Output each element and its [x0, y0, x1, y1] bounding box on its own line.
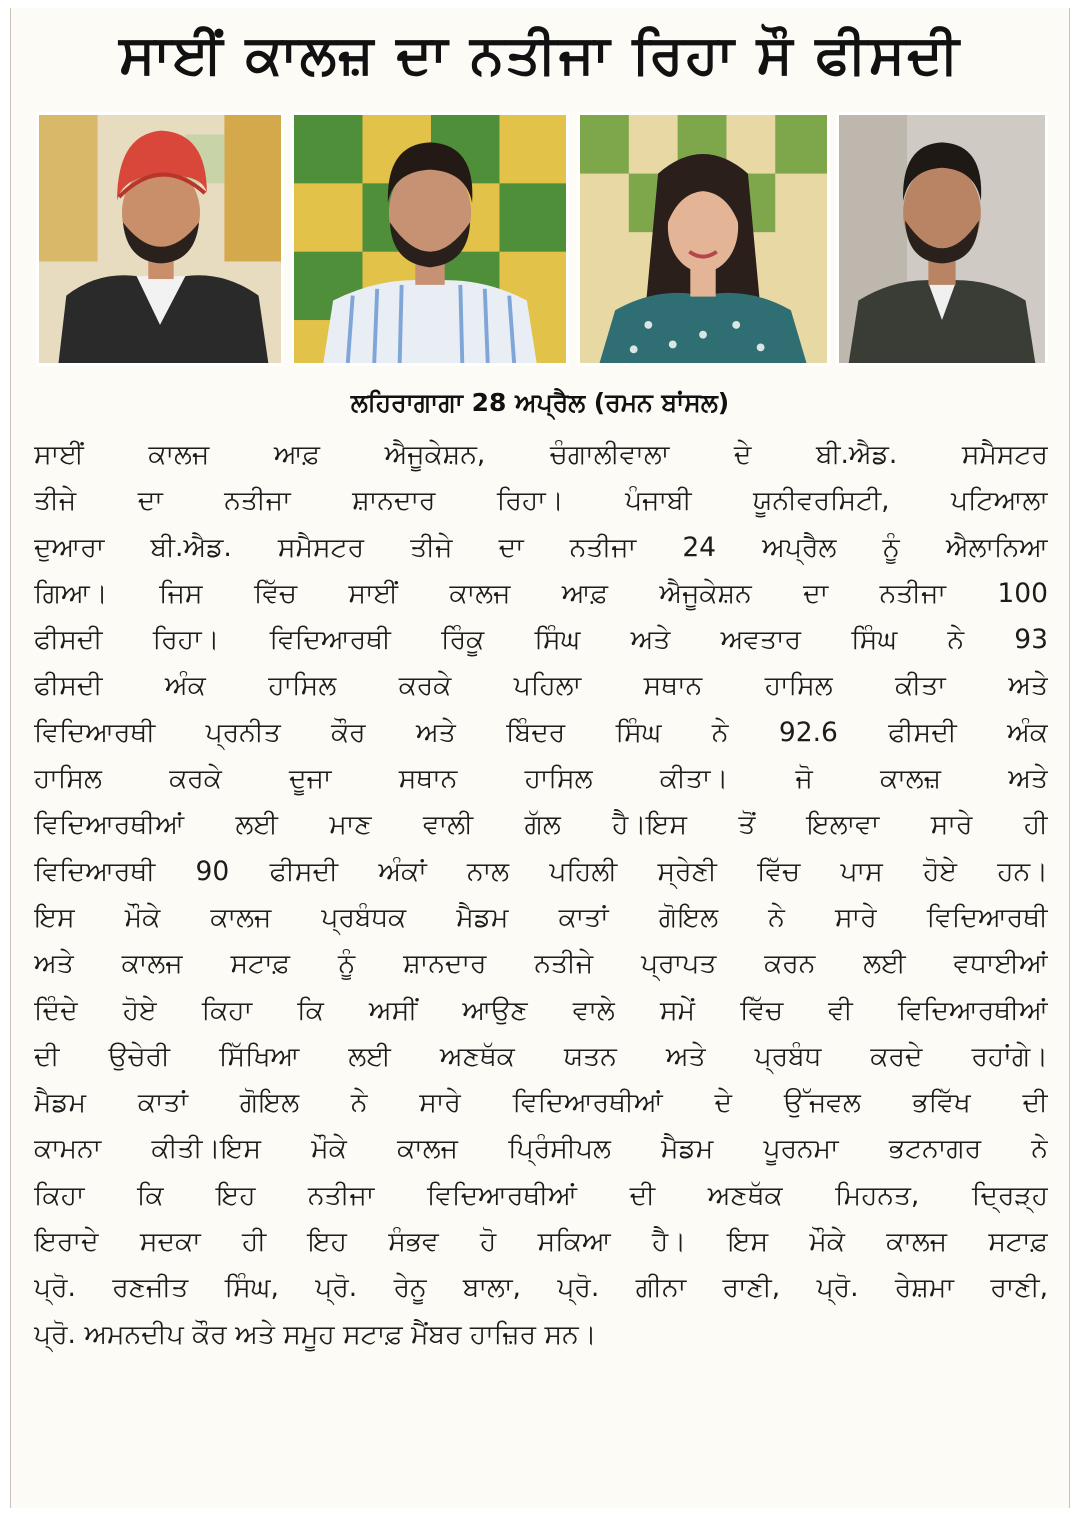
article-line: ਅਤੇ ਕਾਲਜ ਸਟਾਫ਼ ਨੂੰ ਸ਼ਾਨਦਾਰ ਨਤੀਜੇ ਪ੍ਰਾਪਤ ਕਰਨ ਲਈ ਵਧਾਈਆਂ [34, 948, 1048, 980]
article-line: ਵਿਦਿਆਰਥੀ ਪ੍ਰਨੀਤ ਕੌਰ ਅਤੇ ਬਿੰਦਰ ਸਿੰਘ ਨੇ 92.6 ਫੀਸਦੀ ਅੰਕ [34, 716, 1048, 748]
article-line: ਫੀਸਦੀ ਅੰਕ ਹਾਸਿਲ ਕਰਕੇ ਪਹਿਲਾ ਸਥਾਨ ਹਾਸਿਲ ਕੀਤਾ ਅਤੇ [34, 670, 1048, 702]
article-body [34, 432, 1048, 1492]
article-line: ਫੀਸਦੀ ਰਿਹਾ। ਵਿਦਿਆਰਥੀ ਰਿੰਕੂ ਸਿੰਘ ਅਤੇ ਅਵਤਾਰ ਸਿੰਘ ਨੇ 93 [34, 624, 1048, 656]
article-line: ਹਾਸਿਲ ਕਰਕੇ ਦੂਜਾ ਸਥਾਨ ਹਾਸਿਲ ਕੀਤਾ। ਜੋ ਕਾਲਜ਼ ਅਤੇ [34, 763, 1048, 795]
photo-student-dark-shirt [836, 112, 1048, 366]
article-line: ਪ੍ਰੋ. ਰਣਜੀਤ ਸਿੰਘ, ਪ੍ਰੋ. ਰੇਨੂ ਬਾਲਾ, ਪ੍ਰੋ. ਗੀਨਾ ਰਾਣੀ, ਪ੍ਰੋ. ਰੇਸ਼ਮਾ ਰਾਣੀ, [34, 1272, 1048, 1304]
dateline: ਲਹਿਰਾਗਾਗਾ 28 ਅਪ੍ਰੈਲ (ਰਮਨ ਬਾਂਸਲ) [350, 388, 730, 417]
article-line: ਦੀ ਉਚੇਰੀ ਸਿੱਖਿਆ ਲਈ ਅਣਥੱਕ ਯਤਨ ਅਤੇ ਪ੍ਰਬੰਧ ਕਰਦੇ ਰਹਾਂਗੇ। [34, 1040, 1048, 1072]
article-line: ਤੀਜੇ ਦਾ ਨਤੀਜਾ ਸ਼ਾਨਦਾਰ ਰਿਹਾ। ਪੰਜਾਬੀ ਯੂਨੀਵਰਸਿਟੀ, ਪਟਿਆਲਾ [34, 485, 1048, 517]
article-line: ਮੈਡਮ ਕਾਤਾਂ ਗੋਇਲ ਨੇ ਸਾਰੇ ਵਿਦਿਆਰਥੀਆਂ ਦੇ ਉੱਜਵਲ ਭਵਿੱਖ ਦੀ [34, 1087, 1048, 1119]
article-line: ਇਰਾਦੇ ਸਦਕਾ ਹੀ ਇਹ ਸੰਭਵ ਹੋ ਸਕਿਆ ਹੈ। ਇਸ ਮੌਕੇ ਕਾਲਜ ਸਟਾਫ਼ [34, 1226, 1048, 1258]
article-line: ਪ੍ਰੋ. ਅਮਨਦੀਪ ਕੌਰ ਅਤੇ ਸਮੂਹ ਸਟਾਫ਼ ਮੈਂਬਰ ਹਾਜ਼ਿਰ ਸਨ। [34, 1318, 597, 1350]
article-line: ਸਾਈਂ ਕਾਲਜ ਆਫ਼ ਐਜੂਕੇਸ਼ਨ, ਚੰਗਾਲੀਵਾਲਾ ਦੇ ਬੀ.ਐਡ. ਸਮੈਸਟਰ [34, 439, 1048, 470]
article-line: ਗਿਆ। ਜਿਸ ਵਿੱਚ ਸਾਈਂ ਕਾਲਜ ਆਫ਼ ਐਜੂਕੇਸ਼ਨ ਦਾ ਨਤੀਜਾ 100 [34, 577, 1048, 609]
photo-student-teal-dress [577, 112, 830, 366]
article-line: ਦਿੰਦੇ ਹੋਏ ਕਿਹਾ ਕਿ ਅਸੀਂ ਆਉਣ ਵਾਲੇ ਸਮੇਂ ਵਿੱਚ ਵੀ ਵਿਦਿਆਰਥੀਆਂ [34, 994, 1048, 1026]
article-line: ਵਿਦਿਆਰਥੀਆਂ ਲਈ ਮਾਣ ਵਾਲੀ ਗੱਲ ਹੈ।ਇਸ ਤੋਂ ਇਲਾਵਾ ਸਾਰੇ ਹੀ [34, 809, 1048, 841]
article-line: ਵਿਦਿਆਰਥੀ 90 ਫੀਸਦੀ ਅੰਕਾਂ ਨਾਲ ਪਹਿਲੀ ਸ੍ਰੇਣੀ ਵਿੱਚ ਪਾਸ ਹੋਏ ਹਨ। [34, 855, 1048, 887]
headline: ਸਾਈਂ ਕਾਲਜ਼ ਦਾ ਨਤੀਜਾ ਰਿਹਾ ਸੌ ਫੀਸਦੀ [119, 23, 961, 86]
photo-student-striped-shirt [291, 112, 569, 366]
photo-student-turban [36, 112, 284, 366]
article-line: ਇਸ ਮੌਕੇ ਕਾਲਜ ਪ੍ਰਬੰਧਕ ਮੈਡਮ ਕਾਤਾਂ ਗੋਇਲ ਨੇ ਸਾਰੇ ਵਿਦਿਆਰਥੀ [34, 901, 1048, 933]
article-line: ਦੁਆਰਾ ਬੀ.ਐਡ. ਸਮੈਸਟਰ ਤੀਜੇ ਦਾ ਨਤੀਜਾ 24 ਅਪ੍ਰੈਲ ਨੂੰ ਐਲਾਨਿਆ [34, 531, 1048, 563]
article-line: ਕਿਹਾ ਕਿ ਇਹ ਨਤੀਜਾ ਵਿਦਿਆਰਥੀਆਂ ਦੀ ਅਣਥੱਕ ਮਿਹਨਤ, ਦ੍ਰਿੜ੍ਹ [34, 1179, 1048, 1211]
article-line: ਕਾਮਨਾ ਕੀਤੀ।ਇਸ ਮੌਕੇ ਕਾਲਜ ਪ੍ਰਿੰਸੀਪਲ ਮੈਡਮ ਪੂਰਨਮਾ ਭਟਨਾਗਰ ਨੇ [34, 1133, 1048, 1165]
